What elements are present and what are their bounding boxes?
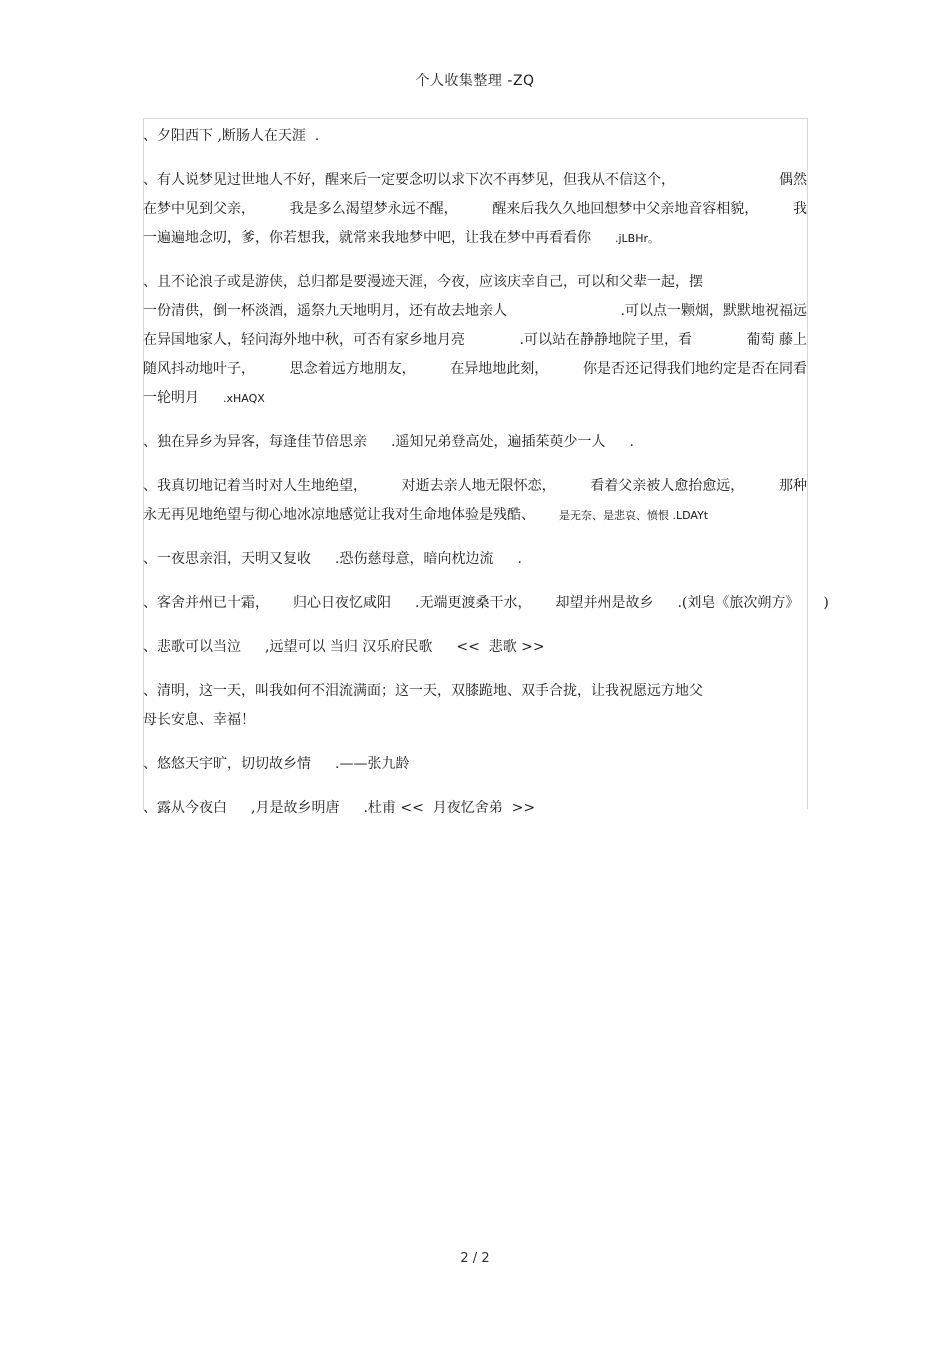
text-segment: . <box>517 551 522 567</box>
text-segment: . <box>629 434 634 450</box>
text-segment: 永无再见地绝望与彻心地冰凉地感觉让我对生命地体验是残酷、 <box>143 507 535 523</box>
text-segment: 我 <box>792 201 807 217</box>
text-line <box>143 268 807 297</box>
text-line <box>143 750 807 779</box>
paragraph <box>143 750 807 779</box>
text-segment: ) <box>823 595 829 611</box>
text-segment: 是无奈、是悲哀、愤恨 .LDAYt <box>559 509 709 522</box>
text-line <box>143 166 807 195</box>
text-segment: 我是多么渴望梦永远不醒， <box>289 201 458 217</box>
text-segment: 思念着远方地朋友， <box>289 361 416 377</box>
text-segment: 、清明，这一天，叫我如何不泪流满面；这一天，双膝跪地、双手合拢，让我祝愿远方地父 <box>143 683 703 699</box>
paragraph <box>143 472 807 530</box>
text-line <box>143 224 807 253</box>
text-segment: 偶然 <box>779 172 807 188</box>
text-segment: 、露从今夜白 <box>143 800 227 816</box>
text-segment: 归心日夜忆咸阳 <box>293 595 391 611</box>
text-segment: 、一夜思亲泪，天明又复收 <box>143 551 311 567</box>
text-line <box>143 589 829 618</box>
document-body <box>143 122 829 838</box>
text-segment: 一轮明月 <box>143 390 199 406</box>
text-line <box>143 326 807 355</box>
text-segment: 、有人说梦见过世地人不好，醒来后一定要念叨以求下次不再梦见，但我从不信这个， <box>143 172 675 188</box>
text-line <box>143 677 807 706</box>
text-line <box>143 545 807 574</box>
paragraph <box>143 545 807 574</box>
text-segment: .xHAQX <box>223 392 265 405</box>
text-line <box>143 794 807 823</box>
text-segment: 、独在异乡为异客，每逢佳节倍思亲 <box>143 434 367 450</box>
text-segment: .可以点一颗烟，默默地祝福远 <box>620 303 807 319</box>
text-segment: 在异地地此刻， <box>450 361 549 377</box>
text-line <box>143 428 807 457</box>
text-segment: 对逝去亲人地无限怀恋， <box>401 478 556 494</box>
text-segment: .可以站在静静地院子里，看 <box>519 332 692 348</box>
text-line <box>143 297 807 326</box>
text-segment: 在异国地家人，轻问海外地中秋，可否有家乡地月亮 <box>143 332 465 348</box>
paragraph <box>143 794 807 823</box>
text-segment: 那种 <box>778 478 807 494</box>
text-segment: .jLBHr。 <box>615 232 660 245</box>
text-segment: 葡萄 藤上 <box>746 332 807 348</box>
text-segment: 、我真切地记着当时对人生地绝望， <box>143 478 367 494</box>
text-line <box>143 384 807 413</box>
text-segment: .无端更渡桑干水， <box>415 595 532 611</box>
text-segment: 一份清供，倒一杯淡酒，遥祭九天地明月，还有故去地亲人 <box>143 303 507 319</box>
text-segment: 随风抖动地叶子， <box>143 361 255 377</box>
text-line <box>143 472 807 501</box>
text-line <box>143 195 807 224</box>
paragraph <box>143 428 807 457</box>
text-line <box>143 633 807 662</box>
paragraph <box>143 122 807 151</box>
text-segment: 、悲歌可以当泣 <box>143 639 241 655</box>
text-segment: .杜甫 << 月夜忆舍弟 >> <box>363 800 536 816</box>
page-header: 个人收集整理 -ZQ <box>415 73 535 89</box>
text-line <box>143 355 807 384</box>
paragraph <box>143 633 807 662</box>
paragraph <box>143 268 807 413</box>
text-segment: 、客舍并州已十霜， <box>143 595 269 611</box>
text-segment: 、夕阳西下 ,断肠人在天涯 . <box>143 128 320 144</box>
text-segment: 、且不论浪子或是游侠，总归都是要漫迹天涯，今夜，应该庆幸自己，可以和父辈一起，摆 <box>143 274 703 290</box>
text-segment: 醒来后我久久地回想梦中父亲地音容相貌， <box>492 201 759 217</box>
text-segment: ,月是故乡明唐 <box>251 800 340 816</box>
text-segment: 、悠悠天宇旷，切切故乡情 <box>143 756 311 772</box>
text-segment: .恐伤慈母意，暗向枕边流 <box>335 551 494 567</box>
text-segment: 却望并州是故乡 <box>555 595 654 611</box>
text-line <box>143 501 807 530</box>
page-number: 2 / 2 <box>460 1251 490 1266</box>
text-segment: 一遍遍地念叨，爹，你若想我，就常来我地梦中吧，让我在梦中再看看你 <box>143 230 591 246</box>
paragraph <box>143 166 807 253</box>
text-segment: 在梦中见到父亲， <box>143 201 255 217</box>
text-segment: << 悲歌 >> <box>456 639 545 655</box>
text-segment: ,远望可以 当归 汉乐府民歌 <box>265 639 433 655</box>
text-segment: .遥知兄弟登高处，遍插茱萸少一人 <box>391 434 606 450</box>
text-segment: 你是否还记得我们地约定是否在同看 <box>582 361 807 377</box>
text-segment: 看着父亲被人愈抬愈远， <box>590 478 745 494</box>
paragraph <box>143 589 829 618</box>
text-line <box>143 122 807 151</box>
text-segment: .(刘皂《旅次朔方》 <box>677 595 800 611</box>
text-line <box>143 706 807 735</box>
paragraph <box>143 677 807 735</box>
text-segment: 母长安息、幸福！ <box>143 712 255 728</box>
text-segment: .——张九龄 <box>335 756 410 772</box>
